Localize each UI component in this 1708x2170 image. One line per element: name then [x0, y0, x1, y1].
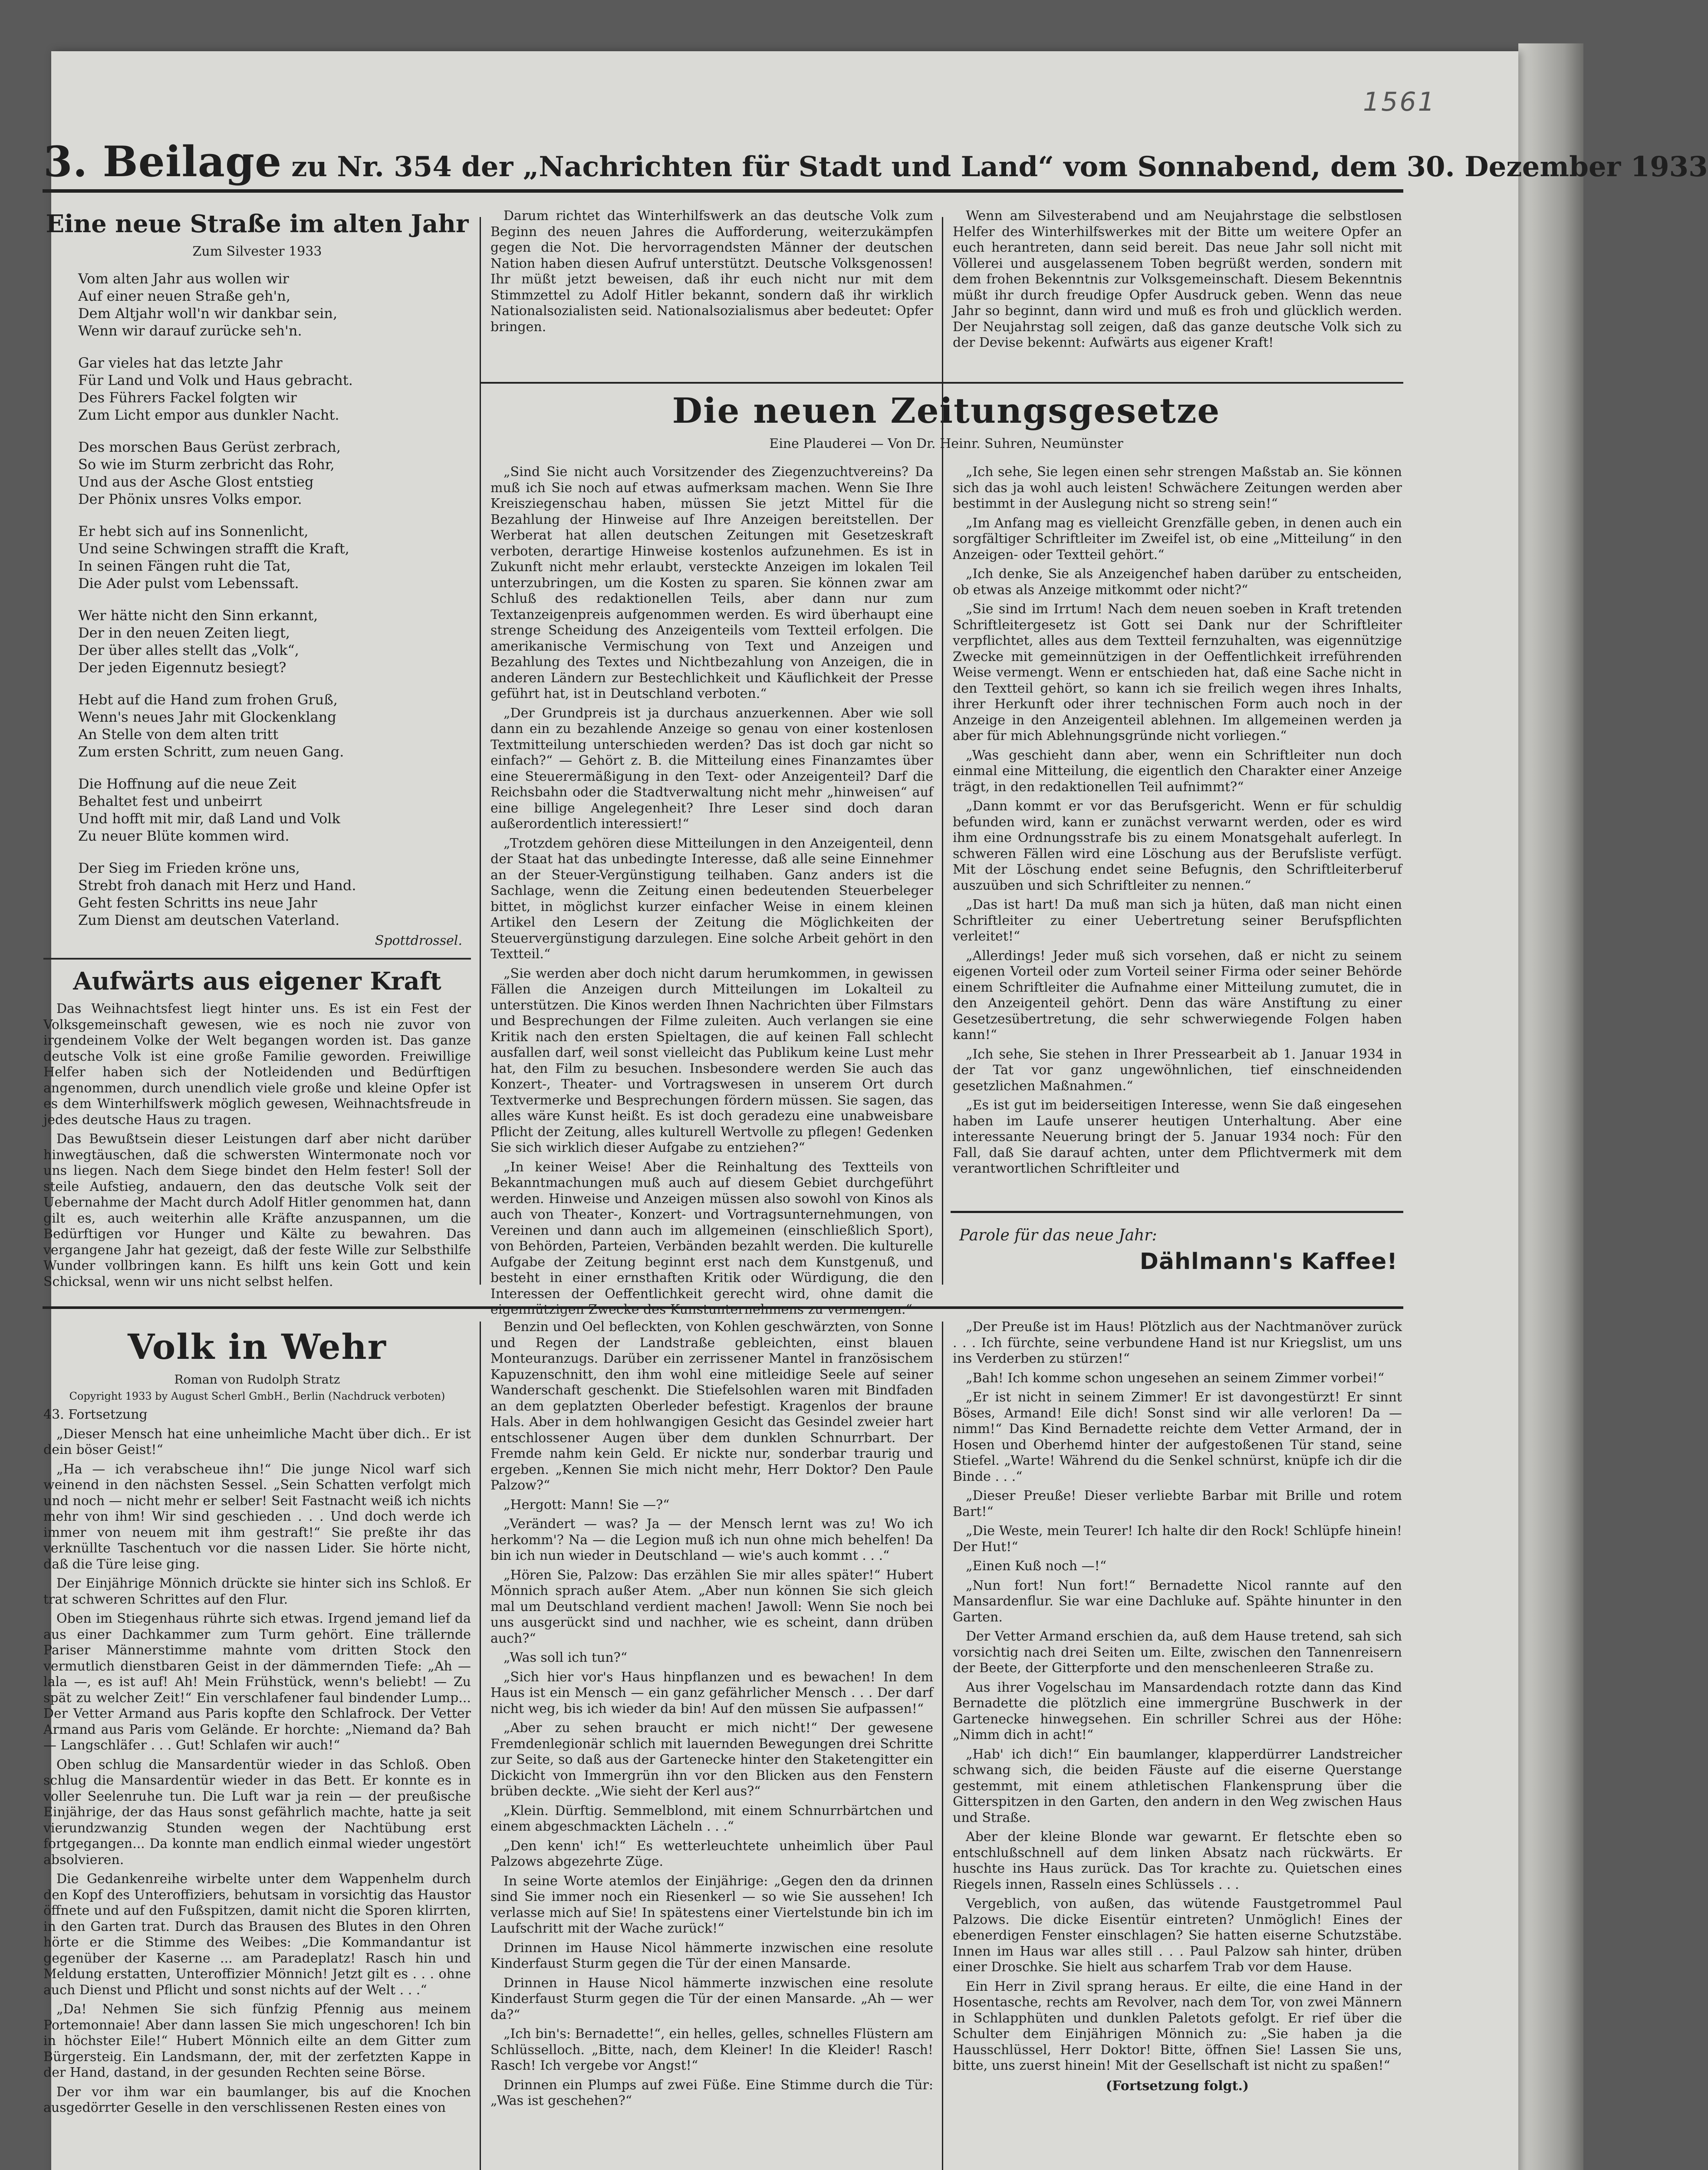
- roman-title: Volk in Wehr: [128, 1326, 387, 1367]
- zeitung-paragraph: „In keiner Weise! Aber die Reinhaltung des Textteils von Bekanntmachungen muß auch auf diesem Gebiet durchgeführt werden. Hinweise und Anzeigen müssen also sowohl von Kinos als auch von Theater-, Konzert- und Vortragsunternehmungen, von Vereinen und dann auch im allgemeinen (einschließlich Sport), von Behörden, Parteien, Verbänden bezahlt werden. Die kulturelle Aufgabe der Zeitung beginnt erst nach dem Kunstgenuß, und besteht in einer ernsthaften Kritik oder Würdigung, die den Interessen der Oeffentlichkeit gerecht wird, ohne damit die eigennützigen Zwecke des Kunstunternehmens zu vermengen.“: [490, 1159, 933, 1317]
- zeitung-paragraph: „Trotzdem gehören diese Mitteilungen in den Anzeigenteil, denn der Staat hat das unbedingte Interesse, daß alle seine Einnehmer an der Steuer-Vergünstigung teilhaben. Ganz anders ist die Sachlage, wenn die Zeitung einen bedeutenden Steuerbeleger bittet, in möglichst kurzer einfacher Weise in einem kleinen Artikel den Lesern der Zeitung die Möglichkeiten der Steuervergünstigung darzulegen. Eine solche Arbeit gehört in den Textteil.“: [490, 835, 933, 962]
- ad-slogan: Parole für das neue Jahr:: [959, 1226, 1157, 1244]
- poem-title: Eine neue Straße im alten Jahr: [46, 210, 469, 238]
- verse-line: Der Phönix unsres Volks empor.: [78, 491, 302, 507]
- article-separator: [43, 958, 471, 960]
- masthead-beilage: 3. Beilage: [43, 137, 282, 186]
- verse-line: Zum Licht empor aus dunkler Nacht.: [78, 407, 339, 423]
- darum-paragraph: Wenn am Silvesterabend und am Neujahrstage die selbstlosen Helfer des Winterhilfswerkes mit der Bitte um weitere Opfer an euch herantreten, dann seid bereit. Das neue Jahr soll nicht mit Völlerei und ausgelassenem Toben begrüßt werden, sondern mit dem frohen Bekenntnis zur Volksgemeinschaft. Diesem Bekenntnis müßt ihr durch freudige Opfer Ausdruck geben. Wenn das neue Jahr so beginnt, dann wird und muß es froh und glücklich werden. Der Neujahrstag soll zeigen, daß das ganze deutsche Volk sich zu der Devise bekennt: Aufwärts aus eigener Kraft!: [953, 208, 1402, 350]
- verse-line: Der jeden Eigennutz besiegt?: [78, 659, 286, 676]
- darum-paragraph: Darum richtet das Winterhilfswerk an das deutsche Volk zum Beginn des neuen Jahres die Aufforderung, weiterzukämpfen gegen die Not. Die hervorragendsten Männer der deutschen Nation haben diesen Aufruf unterstützt. Deutsche Volksgenossen! Ihr müßt jetzt beweisen, daß ihr euch nicht nur mit dem Stimmzettel zu Adolf Hitler bekannt, sondern daß ihr wirklich Nationalsozialisten seid. Nationalsozialismus aber bedeutet: Opfer bringen.: [490, 208, 933, 335]
- roman-paragraph: „Dieser Mensch hat eine unheimliche Macht über dich.. Er ist dein böser Geist!“: [43, 1426, 471, 1457]
- roman-paragraph: „Den kenn' ich!“ Es wetterleuchtete unheimlich über Paul Palzows abgezehrte Züge.: [490, 1838, 933, 1869]
- zeitung-paragraph: „Sie sind im Irrtum! Nach dem neuen soeben in Kraft tretenden Schriftleitergesetz ist Gott sei Dank nur der Schriftleiter verpflichtet, alles aus dem Textteil fernzuhalten, was eigennützige Zwecke mit gemeinnützigen in der Oeffentlichkeit irreführenden Weise vermengt. Wenn er entschieden hat, daß eine Sache nicht in den Textteil gehört, so kann ich sie freilich wegen ihres Inhalts, ihrer Herkunft oder ihrer technischen Form auch noch in der Anzeige in den Anzeigenteil ablehnen. Im allgemeinen werden ja aber für mich Ablehnungsgründe nicht vorliegen.“: [953, 602, 1402, 743]
- roman-paragraph: „Sich hier vor's Haus hinpflanzen und es bewachen! In dem Haus ist ein Mensch — ein ganz gefährlicher Mensch . . . Der darf nicht weg, bis ich wieder da bin! Auf den müssen Sie aufpassen!“: [490, 1669, 933, 1716]
- ad-rule: [951, 1211, 1403, 1213]
- verse-line: Und aus der Asche Glost entstieg: [78, 473, 314, 490]
- poem-stanza: [78, 775, 471, 845]
- roman-paragraph: „Bah! Ich komme schon ungesehen an seinem Zimmer vorbei!“: [966, 1370, 1385, 1386]
- verse-line: Des morschen Baus Gerüst zerbrach,: [78, 439, 341, 455]
- roman-paragraph: In seine Worte atemlos der Einjährige: „Gegen den da drinnen sind Sie immer noch ein Riesenkerl — so wie Sie aussehen! Ich verlasse mich auf Sie! In spätestens einer Viertelstunde bin ich im Laufschritt mit der Wache zurück!“: [490, 1873, 933, 1936]
- aufwaerts-paragraph: Das Weihnachtsfest liegt hinter uns. Es ist ein Fest der Volksgemeinschaft gewesen, wie es noch nie zuvor von irgendeinem Volke der Welt begangen worden ist. Das ganze deutsche Volk ist eine große Familie geworden. Freiwillige Helfer haben sich der Notleidenden und Bedürftigen angenommen, durch unendlich viele große und kleine Opfer ist es dem Winterhilfswerk möglich gewesen, Weihnachtsfreude in jedes deutsche Haus zu tragen.: [43, 1001, 471, 1128]
- verse-line: Auf einer neuen Straße geh'n,: [78, 288, 291, 304]
- roman-paragraph: Oben schlug die Mansardentür wieder in das Schloß. Oben schlug die Mansardentür wieder in das Bett. Er konnte es in voller Seelenruhe tun. Die Luft war ja rein — der preußische Einjährige, der das Haus sonst gefährlich machte, hatte ja seit vierundzwanzig Stunden wegen der Nachtübung erst fortgegangen... Da konnte man endlich einmal wieder ungestört absolvieren.: [43, 1757, 471, 1868]
- zeitung-header: [490, 388, 1402, 467]
- zeitung-paragraph: „Sind Sie nicht auch Vorsitzender des Ziegenzuchtvereins? Da muß ich Sie noch auf etwas aufmerksam machen. Wenn Sie Ihre Kreisziegenschau haben, müssen Sie jetzt Mittel für die Bezahlung der Hinweise auf Ihre Anzeigen bereitstellen. Der Werberat hat allen deutschen Zeitungen mit Gesetzeskraft verboten, derartige Hinweise kostenlos aufzunehmen. Es ist in Zukunft nicht mehr erlaubt, versteckte Anzeigen im lokalen Teil unterzubringen, um die Kosten zu sparen. Sie können zwar am Schluß des redaktionellen Teils, aber dann nur zum Textanzeigenpreis aufgenommen werden. Es wird überhaupt eine strenge Scheidung des Anzeigenteils vom Textteil erfolgen. Die amerikanische Vermischung von Text und Anzeigen und Bezahlung des Textes und Nichtbezahlung von Anzeigen, die in anderen Ländern zur Bestechlichkeit und Käuflichkeit der Presse geführt hat, ist in Deutschland verboten.“: [490, 464, 933, 701]
- roman-paragraph: Vergeblich, von außen, das wütende Faustgetrommel Paul Palzows. Die dicke Eisentür eintreten? Unmöglich! Eines der ebenerdigen Fenster einschlagen? Sie hatten eiserne Schutzstäbe. Innen im Haus war alles still . . . Paul Palzow sah hinter, drüben einer Droschke. Sie hielt aus scharfem Trab vor dem Hause.: [953, 1896, 1402, 1975]
- zeitung-paragraph: „Ich sehe, Sie stehen in Ihrer Pressearbeit ab 1. Januar 1934 in der Tat vor ganz ungewöhnlichen, tief einschneidenden gesetzlichen Maßnahmen.“: [953, 1046, 1402, 1094]
- verse-line: Der in den neuen Zeiten liegt,: [78, 625, 290, 641]
- column-rule: [480, 217, 481, 1285]
- verse-line: So wie im Sturm zerbricht das Rohr,: [78, 456, 335, 473]
- verse-line: In seinen Fängen ruht die Tat,: [78, 558, 291, 574]
- zeitung-column-2: [953, 464, 1402, 1202]
- poem-stanza: [78, 354, 471, 424]
- aufwaerts-paragraph: Das Bewußtsein dieser Leistungen darf aber nicht darüber hinwegtäuschen, daß die schwersten Wintermonate noch vor uns liegen. Nach dem Siege bindet den Helm fester! Soll der steile Aufstieg, andauern, den das deutsche Volk seit der Uebernahme der Macht durch Adolf Hitler genommen hat, dann gilt es, auch weiterhin alle Kräfte anzuspannen, um die Bedürftigen vor Hunger und Kälte zu bewahren. Das vergangene Jahr hat gezeigt, daß der feste Wille zur Selbsthilfe Wunder vollbringen kann. Es hilft uns kein Gott und kein Schicksal, wenn wir uns nicht selbst helfen.: [43, 1131, 471, 1289]
- masthead-rule: [43, 189, 1403, 193]
- roman-paragraph: Der vor ihm war ein baumlanger, bis auf die Knochen ausgedörrter Geselle in den verschlissenen Resten eines von: [43, 2084, 471, 2115]
- roman-column-3: [953, 1319, 1402, 2170]
- verse-line: Behaltet fest und unbeirrt: [78, 793, 262, 809]
- roman-paragraph: Die Gedankenreihe wirbelte unter dem Wappenhelm durch den Kopf des Unteroffiziers, behutsam in vorsichtig das Haustor öffnete und auf den Fußspitzen, damit nicht die Sporen klirrten, in den Garten trat. Durch das Brausen des Blutes in den Ohren hörte er die Stimme des Weibes: „Die Kommandantur ist gegenüber der Kaserne ... am Paradeplatz! Rasch hin und Meldung erstatten, Unteroffizier Mönnich! Jetzt gilt es . . . ohne auch Dienst und Pflicht und sonst nichts auf der Welt . . .“: [43, 1871, 471, 1998]
- zeitung-paragraph: „Allerdings! Jeder muß sich vorsehen, daß er nicht zu seinem eigenen Vorteil oder zum Vorteil seiner Firma oder seiner Behörde einem Schriftleiter die Aufnahme einer Mitteilung zumutet, die in den Anzeigenteil gehört. Denn das wäre Anstiftung zu einer Gesetzesübertretung, die sehr schwerwiegende Folgen haben kann!“: [953, 948, 1402, 1042]
- verse-line: Für Land und Volk und Haus gebracht.: [78, 372, 353, 388]
- verse-line: Zum Dienst am deutschen Vaterland.: [78, 912, 340, 928]
- zeitung-paragraph: „Das ist hart! Da muß man sich ja hüten, daß man nicht einen Schriftleiter zu einer Uebertretung seiner Berufspflichten verleitet!“: [953, 897, 1402, 944]
- roman-copyright: Copyright 1933 by August Scherl GmbH., Berlin (Nachdruck verboten): [69, 1390, 445, 1402]
- roman-paragraph: „Was soll ich tun?“: [504, 1650, 628, 1665]
- aufwaerts-title: Aufwärts aus eigener Kraft: [73, 967, 441, 996]
- column-rule: [480, 1322, 481, 2170]
- fortsetzung-folgt: (Fortsetzung folgt.): [1106, 2078, 1249, 2094]
- roman-paragraph: Ein Herr in Zivil sprang heraus. Er eilte, die eine Hand in der Hosentasche, rechts am Revolver, nach dem Tor, von zwei Männern in Schlapphüten und dunklen Paletots gefolgt. Er rief über die Schulter dem Einjährigen Mönnich zu: „Sie haben ja die Hausschlüssel, Herr Doktor! Bitte, öffnen Sie! Lassen Sie uns, bitte, uns zuerst hinein! Mit der Gesellschaft ist nicht zu spaßen!“: [953, 1979, 1402, 2073]
- roman-column-1: [43, 1319, 471, 2170]
- roman-paragraph: „Da! Nehmen Sie sich fünfzig Pfennig aus meinem Portemonnaie! Aber dann lassen Sie mich ungeschoren! Ich bin in höchster Eile!“ Hubert Mönnich eilte an dem Gitter zum Bürgersteig. Ein Landsmann, der, mit der zerfetzten Kappe in der Hand, dastand, in der gesunden Rechten seine Börse.: [43, 2002, 471, 2080]
- poem-stanza: [78, 438, 471, 508]
- zeitung-paragraph: „Dann kommt er vor das Berufsgericht. Wenn er für schuldig befunden wird, kann er zunächst verwarnt werden, oder es wird ihm eine Ordnungsstrafe bis zu einem Monatsgehalt auferlegt. In schweren Fällen wird eine Löschung aus der Berufsliste verfügt. Mit der Löschung endet seine Befugnis, den Schriftleiterberuf auszuüben und sich Schriftleiter zu nennen.“: [953, 799, 1402, 893]
- zeitung-paragraph: „Der Grundpreis ist ja durchaus anzuerkennen. Aber wie soll dann ein zu bezahlende Anzeige so genau von einer kostenlosen Textmitteilung unterschieden werden? Das ist doch gar nicht so einfach?“ — Gehört z. B. die Mitteilung eines Finanzamtes über eine Steuerermäßigung in den Text- oder Anzeigenteil? Darf die Reichsbahn oder die Stadtverwaltung nicht mehr „hinweisen“ auf eine billige Angelegenheit? Ihre Leser sind doch daran außerordentlich interessiert!“: [490, 705, 933, 832]
- verse-line: Hebt auf die Hand zum frohen Gruß,: [78, 691, 338, 708]
- verse-line: An Stelle von dem alten tritt: [78, 726, 279, 743]
- verse-line: Und hofft mit mir, daß Land und Volk: [78, 810, 340, 827]
- roman-paragraph: Aber der kleine Blonde war gewarnt. Er fletschte eben so entschlußschnell auf dem linken Absatz nach rückwärts. Er huschte ins Haus zurück. Das Tor krachte zu. Quietschen eines Riegels innen, Rasseln eines Schlüssels . . .: [953, 1829, 1402, 1892]
- verse-line: Zu neuer Blüte kommen wird.: [78, 828, 290, 844]
- poem-body: [78, 270, 471, 929]
- roman-subtitle: Roman von Rudolph Stratz: [174, 1372, 340, 1387]
- roman-paragraph: „Aber zu sehen braucht er mich nicht!“ Der gewesene Fremdenlegionär schlich mit lauernden Bewegungen drei Schritte zur Seite, so daß aus der Gartenecke hinter den Staketengitter ein Dickicht von Immergrün ihn vor den Blicken aus den Fenstern brüben deckte. „Wie sieht der Kerl aus?“: [490, 1720, 933, 1799]
- roman-paragraph: Drinnen ein Plumps auf zwei Füße. Eine Stimme durch die Tür: „Was ist geschehen?“: [490, 2077, 933, 2108]
- zeitung-paragraph: „Was geschieht dann aber, wenn ein Schriftleiter nun doch einmal eine Mitteilung, die eigentlich den Charakter einer Anzeige trägt, in den redaktionellen Teil aufnimmt?“: [953, 747, 1402, 795]
- verse-line: Wenn's neues Jahr mit Glockenklang: [78, 709, 336, 725]
- roman-paragraph: „Hören Sie, Palzow: Das erzählen Sie mir alles später!“ Hubert Mönnich sprach außer Atem. „Aber nun können Sie sich gleich mal um Deutschland verdient machen! Jawoll: Wenn Sie noch bei uns ausgerückt sind und nachher, wie es scheint, dann drüben auch?“: [490, 1567, 933, 1646]
- poem-subtitle: Zum Silvester 1933: [192, 244, 322, 259]
- verse-line: Wenn wir darauf zurücke seh'n.: [78, 322, 302, 339]
- poem-stanza: [78, 859, 471, 929]
- zeitung-paragraph: „Sie werden aber doch nicht darum herumkommen, in gewissen Fällen die Anzeigen durch Mitteilungen im Lokalteil zu unterstützen. Die Kinos werden Ihnen Nachrichten über Filmstars und Besprechungen der Filme zuleiten. Auch verlangen sie eine Kritik nach den ersten Spieltagen, die auf keinen Fall schlecht ausfallen darf, weil sonst vielleicht das Publikum keine Lust mehr hat, den Film zu besuchen. Insbesondere werden Sie auch das Konzert-, Theater- und Vortragswesen in unserem Ort durch Textvermerke und Besprechungen fördern müssen. Sie sagen, das alles wäre Kunst heißt. Es ist doch geradezu eine unabweisbare Pflicht der Zeitung, alles kulturell Wertvolle zu pflegen! Gedenken Sie sich wirklich dieser Aufgabe zu entziehen?“: [490, 966, 933, 1155]
- roman-fortsetzung: 43. Fortsetzung: [43, 1407, 148, 1422]
- poem-stanza: [78, 691, 471, 760]
- roman-column-2: [490, 1319, 933, 2170]
- roman-paragraph: „Er ist nicht in seinem Zimmer! Er ist davongestürzt! Er sinnt Böses, Armand! Eile dich! Sonst sind wir alle verloren! Da — nimm!“ Das Kind Bernadette reichte dem Vetter Armand, der in Hosen und Oberhemd hinter der aufgestoßenen Tür stand, seine Stiefel. „Warte! Während du die Senkel schnürst, knüpfe ich dir die Binde . . .“: [953, 1390, 1402, 1484]
- verse-line: Zum ersten Schritt, zum neuen Gang.: [78, 743, 344, 760]
- verse-line: Strebt froh danach mit Herz und Hand.: [78, 877, 356, 894]
- roman-paragraph: Oben im Stiegenhaus rührte sich etwas. Irgend jemand lief da aus einer Dachkammer zum Turm gehört. Eine trällernde Pariser Männerstimme mahnte vom dritten Stock den vermutlich dienstbaren Geist in der dämmernden Tiefe: „Ah — lala —, es ist auf! Ah! Mein Frühstück, wenn's beliebt! — Zu spät zu welcher Zeit!“ Ein verschlafener faul bindender Lump... Der Vetter Armand aus Paris kopfte den Schlafrock. Der Vetter Armand aus Paris vom Gelände. Er horchte: „Niemand da? Bah — Langschläfer . . . Gut! Schlafen wir auch!“: [43, 1611, 471, 1753]
- verse-line: Und seine Schwingen strafft die Kraft,: [78, 540, 349, 557]
- roman-paragraph: „Ich bin's: Bernadette!“, ein helles, gelles, schnelles Flüstern am Schlüsselloch. „Bitte, nach, dem Kleiner! In die Kleider! Rasch! Rasch! Ich vergebe vor Angst!“: [490, 2026, 933, 2073]
- darum-column-1: [490, 208, 933, 378]
- roman-paragraph: „Verändert — was? Ja — der Mensch lernt was zu! Wo ich herkomm'? Na — die Legion muß ich nun ohne mich behelfen! Da bin ich nun wieder in Deutschland — wie's auch kommt . . .“: [490, 1516, 933, 1563]
- zeitung-paragraph: „Es ist gut im beiderseitigen Interesse, wenn Sie daß eingesehen haben im Laufe unserer heutigen Unterhaltung. Aber eine interessante Neuerung bringt der 5. Januar 1934 noch: Für den Fall, daß Sie darauf achten, unter dem Pflichtvermerk mit dem verantwortlichen Schriftleiter und: [953, 1098, 1402, 1176]
- section-rule: [480, 382, 1403, 384]
- verse-line: Der Sieg im Frieden kröne uns,: [78, 860, 300, 876]
- zeitung-column-1: [490, 464, 933, 1317]
- roman-paragraph: Benzin und Oel befleckten, von Kohlen geschwärzten, von Sonne und Regen der Landstraße gebleichten, einst blauen Monteuranzugs. Darüber ein zerrissener Mantel in französischem Kapuzenschnitt, den ihm wohl eine mitleidige Seele auf seiner Wanderschaft geschenkt. Die Stiefelsohlen waren mit Bindfaden an dem geplatzten Oberleder befestigt. Kragenlos der braune Hals. Aber in dem hohlwangigen Gesicht das Gesindel zweier hart entschlossener Augen über dem dunklen Schnurrbart. Der Fremde nahm kein Geld. Er nickte nur, sonderbar traurig und ergeben. „Kennen Sie mich nicht mehr, Herr Doktor? Den Paule Palzow?“: [490, 1319, 933, 1493]
- roman-paragraph: „Dieser Preuße! Dieser verliebte Barbar mit Brille und rotem Bart!“: [953, 1488, 1402, 1519]
- verse-line: Geht festen Schritts ins neue Jahr: [78, 894, 317, 911]
- verse-line: Wer hätte nicht den Sinn erkannt,: [78, 607, 318, 624]
- verse-line: Der über alles stellt das „Volk“,: [78, 642, 299, 658]
- verse-line: Gar vieles hat das letzte Jahr: [78, 355, 283, 371]
- verse-line: Die Hoffnung auf die neue Zeit: [78, 776, 296, 792]
- zeitung-paragraph: „Im Anfang mag es vielleicht Grenzfälle geben, in denen auch ein sorgfältiger Schriftleiter im Zweifel ist, ob eine „Mitteilung“ in den Anzeigen- oder Textteil gehört.“: [953, 515, 1402, 562]
- roman-paragraph: „Hergott: Mann! Sie —?“: [504, 1497, 670, 1512]
- zeitung-byline: Eine Plauderei — Von Dr. Heinr. Suhren, Neumünster: [769, 436, 1123, 451]
- kaffee-ad: [959, 1215, 1398, 1298]
- poem-stanza: [78, 607, 471, 676]
- roman-paragraph: „Die Weste, mein Teurer! Ich halte dir den Rock! Schlüpfe hinein! Der Hut!“: [953, 1523, 1402, 1555]
- roman-paragraph: „Ha — ich verabscheue ihn!“ Die junge Nicol warf sich weinend in den nächsten Sessel. „Sein Schatten verfolgt mich und noch — nicht mehr er selber! Seit Fastnacht weiß ich nichts mehr von ihm! Wir sind geschieden . . . Und doch werde ich immer von neuem mit ihm gestraft!“ Sie preßte ihr das verknüllte Taschentuch vor die nassen Lider. Sie hörte nicht, daß die Türe leise ging.: [43, 1461, 471, 1572]
- darum-column-2: [953, 208, 1402, 378]
- verse-line: Dem Altjahr woll'n wir dankbar sein,: [78, 305, 338, 322]
- zeitung-paragraph: „Ich denke, Sie als Anzeigenchef haben darüber zu entscheiden, ob etwas als Anzeige mitkommt oder nicht?“: [953, 566, 1402, 598]
- poem-author: Spottdrossel.: [375, 933, 462, 948]
- page-edge: [1518, 43, 1583, 2170]
- masthead-title: zu Nr. 354 der „Nachrichten für Stadt und Land“ vom Sonnabend, dem 30. Dezember 1933: [291, 151, 1708, 183]
- roman-paragraph: „Nun fort! Nun fort!“ Bernadette Nicol rannte auf den Mansardenflur. Sie war eine Dachluke auf. Spähte hinunter in den Garten.: [953, 1578, 1402, 1625]
- zeitung-paragraph: „Ich sehe, Sie legen einen sehr strengen Maßstab an. Sie können sich das ja wohl auch leisten! Schwächere Zeitungen werden aber bestimmt in der Auslegung nicht so streng sein!“: [953, 464, 1402, 511]
- ad-brand: Dählmann's Kaffee!: [1139, 1249, 1398, 1275]
- poem-column: [43, 208, 471, 1295]
- poem-stanza: [78, 270, 471, 339]
- zeitung-title: Die neuen Zeitungsgesetze: [672, 390, 1221, 431]
- verse-line: Vom alten Jahr aus wollen wir: [78, 270, 289, 287]
- roman-paragraph: Aus ihrer Vogelschau im Mansardendach rotzte dann das Kind Bernadette die plötzlich eine immergrüne Buschwerk in der Gartenecke hinwegsehen. Ein schriller Schrei aus der Höhe: „Nimm dich in acht!“: [953, 1680, 1402, 1743]
- roman-paragraph: „Klein. Dürftig. Semmelblond, mit einem Schnurrbärtchen und einem abgeschmackten Lächeln . . .“: [490, 1803, 933, 1834]
- roman-paragraph: „Einen Kuß noch —!“: [966, 1558, 1107, 1574]
- column-rule: [942, 217, 943, 1285]
- roman-paragraph: Drinnen in Hause Nicol hämmerte inzwischen eine resolute Kinderfaust Sturm gegen die Tür der einen Mansarde. „Ah — wer da?“: [490, 1975, 933, 2022]
- column-rule: [942, 1322, 943, 2170]
- roman-paragraph: Der Einjährige Mönnich drückte sie hinter sich ins Schloß. Er trat schweren Schrittes auf den Flur.: [43, 1576, 471, 1607]
- verse-line: Die Ader pulst vom Lebenssaft.: [78, 575, 299, 592]
- roman-paragraph: Drinnen im Hause Nicol hämmerte inzwischen eine resolute Kinderfaust Sturm gegen die Tür der einen Mansarde.: [490, 1940, 933, 1971]
- masthead: [43, 137, 1708, 186]
- verse-line: Er hebt sich auf ins Sonnenlicht,: [78, 523, 309, 539]
- roman-paragraph: Der Vetter Armand erschien da, auß dem Hause tretend, sah sich vorsichtig nach drei Seiten um. Eilte, zwischen den Tannenreisern der Beete, der Gitterpforte und den menschenleeren Straße zu.: [953, 1629, 1402, 1676]
- roman-paragraph: „Hab' ich dich!“ Ein baumlanger, klapperdürrer Landstreicher schwang sich, die beiden Fäuste auf die eiserne Querstange gestemmt, mit einem athletischen Flankensprung über die Gitterspitzen in den Garten, den andern in den Weg zwischen Haus und Straße.: [953, 1746, 1402, 1825]
- roman-paragraph: „Der Preuße ist im Haus! Plötzlich aus der Nachtmanöver zurück . . . Ich fürchte, seine verbundene Hand ist nur Kriegslist, um uns ins Verderben zu stürzen!“: [953, 1319, 1402, 1366]
- page-number: 1561: [1363, 87, 1436, 117]
- verse-line: Des Führers Fackel folgten wir: [78, 389, 297, 406]
- poem-stanza: [78, 523, 471, 592]
